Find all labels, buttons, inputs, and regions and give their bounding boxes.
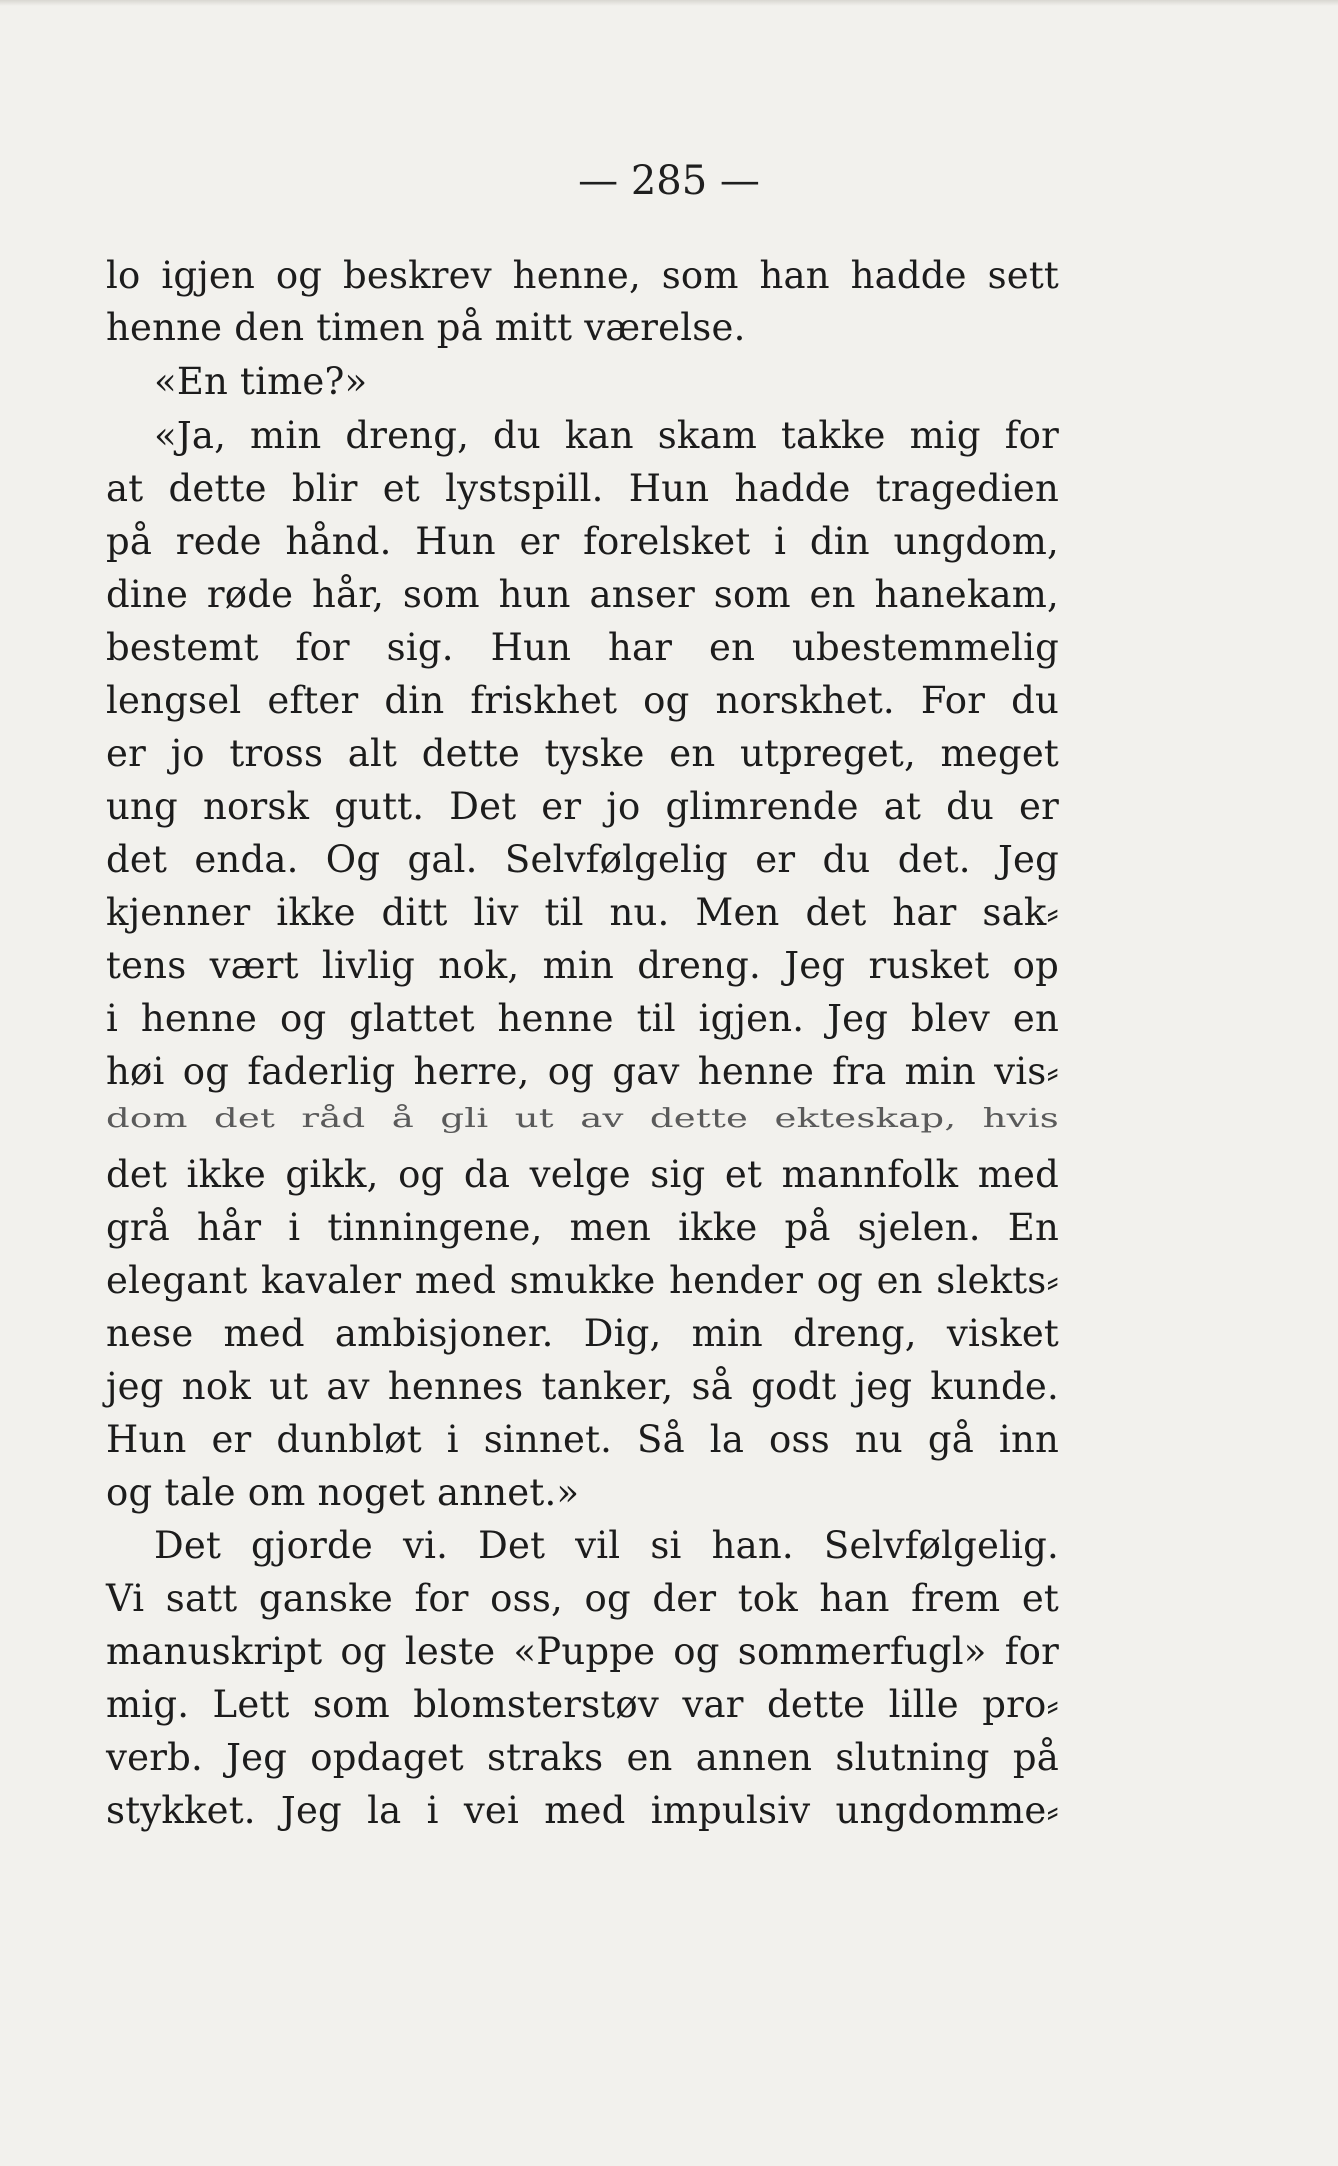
text-line: Vi satt ganske for oss, og der tok han frem et bbox=[106, 1577, 1059, 1620]
page-number: — 285 — bbox=[578, 158, 760, 204]
text-line: det ikke gikk, og da velge sig et mannfolk med bbox=[106, 1153, 1059, 1196]
text-line: tens vært livlig nok, min dreng. Jeg rusket op bbox=[106, 944, 1059, 987]
text-line: «En time?» bbox=[154, 360, 368, 403]
text-line: og tale om noget annet.» bbox=[106, 1471, 580, 1514]
text-line: høi og faderlig herre, og gav henne fra min vis⸗ bbox=[106, 1050, 1059, 1093]
text-line: lo igjen og beskrev henne, som han hadde sett bbox=[106, 254, 1059, 297]
text-line: verb. Jeg opdaget straks en annen slutning på bbox=[106, 1736, 1059, 1779]
text-line: på rede hånd. Hun er forelsket i din ungdom, bbox=[106, 520, 1059, 563]
text-line: jeg nok ut av hennes tanker, så godt jeg kunde. bbox=[106, 1365, 1059, 1408]
text-line: elegant kavaler med smukke hender og en slekts⸗ bbox=[106, 1259, 1059, 1302]
text-line: dom det råd å gli ut av dette ekteskap, hvis bbox=[106, 1103, 1059, 1134]
text-line: dine røde hår, som hun anser som en hanekam, bbox=[106, 573, 1059, 616]
text-line: det enda. Og gal. Selvfølgelig er du det. Jeg bbox=[106, 838, 1059, 881]
text-line: henne den timen på mitt værelse. bbox=[106, 306, 746, 349]
page-top-edge bbox=[0, 0, 1338, 6]
text-line: nese med ambisjoner. Dig, min dreng, visket bbox=[106, 1312, 1059, 1355]
text-line: «Ja, min dreng, du kan skam takke mig for bbox=[154, 414, 1059, 457]
text-line: ung norsk gutt. Det er jo glimrende at du er bbox=[106, 785, 1059, 828]
text-line: er jo tross alt dette tyske en utpreget, meget bbox=[106, 732, 1059, 775]
text-line: mig. Lett som blomsterstøv var dette lille pro⸗ bbox=[106, 1683, 1059, 1726]
text-line: lengsel efter din friskhet og norskhet. For du bbox=[106, 679, 1059, 722]
text-line: grå hår i tinningene, men ikke på sjelen. En bbox=[106, 1206, 1059, 1249]
text-line: manuskript og leste «Puppe og sommerfugl» for bbox=[106, 1630, 1059, 1673]
text-line: Det gjorde vi. Det vil si han. Selvfølgelig. bbox=[154, 1524, 1059, 1567]
text-line: kjenner ikke ditt liv til nu. Men det har sak⸗ bbox=[106, 891, 1059, 934]
text-line: i henne og glattet henne til igjen. Jeg blev en bbox=[106, 997, 1059, 1040]
text-line: at dette blir et lystspill. Hun hadde tragedien bbox=[106, 467, 1059, 510]
text-line: bestemt for sig. Hun har en ubestemmelig bbox=[106, 626, 1059, 669]
text-line: Hun er dunbløt i sinnet. Så la oss nu gå inn bbox=[106, 1418, 1059, 1461]
text-line: stykket. Jeg la i vei med impulsiv ungdomme⸗ bbox=[106, 1789, 1059, 1832]
